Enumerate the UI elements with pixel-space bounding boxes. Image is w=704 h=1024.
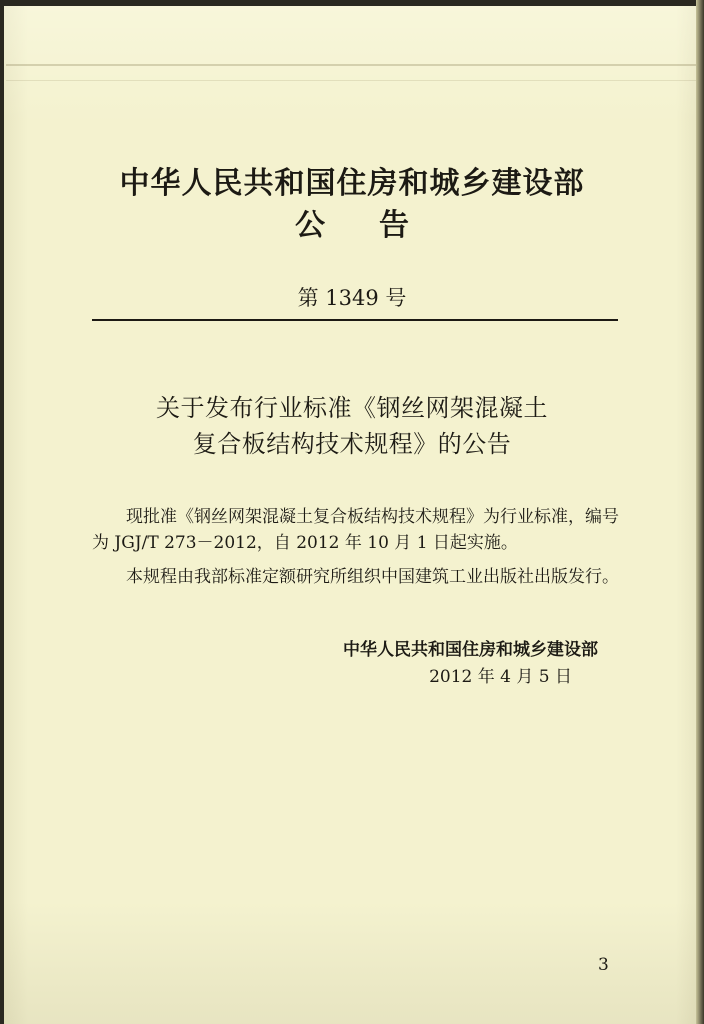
notice-number: 第 1349 号 bbox=[297, 286, 407, 310]
scan-edge-left bbox=[0, 0, 4, 1024]
scan-edge-right bbox=[696, 0, 704, 1024]
scan-edge-top bbox=[0, 0, 704, 6]
issuer-heading: 中华人民共和国住房和城乡建设部 bbox=[119, 166, 585, 201]
notice-title-line-2: 复合板结构技术规程》的公告 bbox=[192, 430, 512, 458]
notice-title-line-1: 关于发布行业标准《钢丝网架混凝土 bbox=[156, 394, 548, 422]
paper-fold-line-faint bbox=[6, 80, 696, 81]
body-paragraph-publishing: 本规程由我部标准定额研究所组织中国建筑工业出版社出版发行。 bbox=[126, 567, 619, 587]
notice-heading: 公告 bbox=[295, 208, 463, 243]
page-number: 3 bbox=[598, 955, 609, 975]
body-paragraph-approval: 现批准《钢丝网架混凝土复合板结构技术规程》为行业标准，编号为 JGJ/T 273－2012，自 2012 年 10 月 1 日起实施。 bbox=[92, 507, 619, 553]
signature-organization: 中华人民共和国住房和城乡建设部 bbox=[343, 640, 598, 660]
paper-fold-line bbox=[6, 64, 696, 66]
signature-date: 2012 年 4 月 5 日 bbox=[429, 667, 572, 687]
header-divider bbox=[92, 319, 618, 321]
